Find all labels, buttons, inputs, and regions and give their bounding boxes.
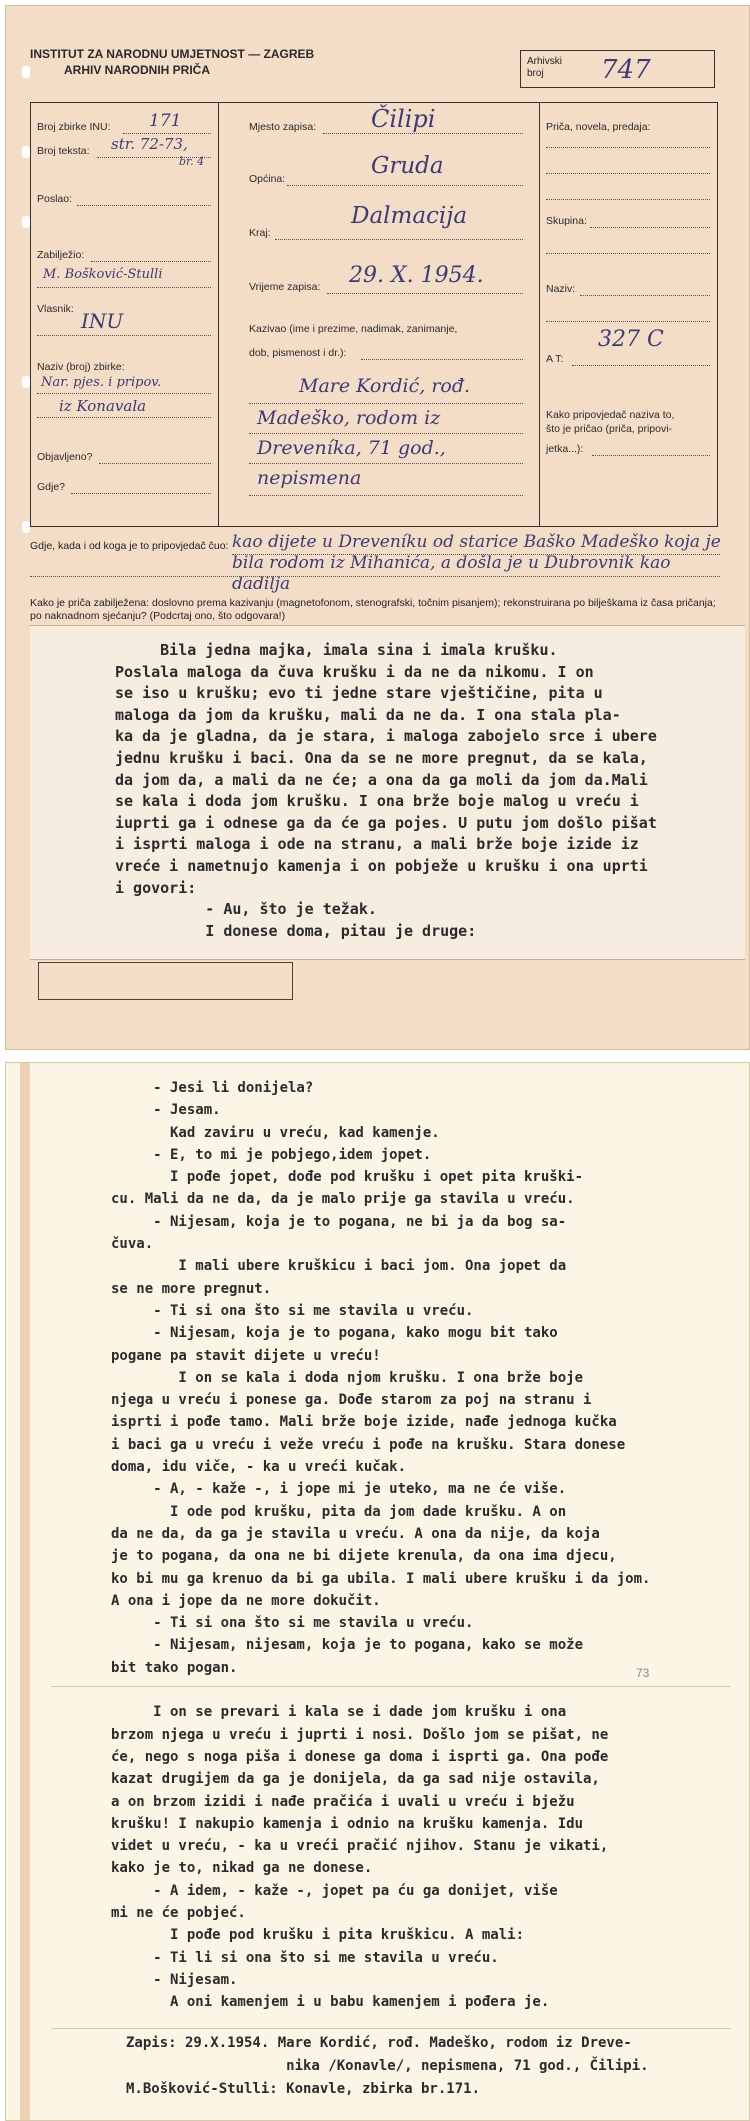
page-number: 73 [636, 1666, 650, 1680]
right-column [539, 103, 717, 526]
municipality-value: Gruda [371, 153, 444, 179]
owner-value: INU [81, 309, 124, 333]
text-number-label: Broj teksta: [37, 145, 90, 157]
archive-number-value: 747 [601, 55, 651, 85]
narrator-value-3: Dreveníka, 71 god., [257, 437, 446, 459]
archive-number-box [520, 50, 715, 88]
story-text-part-2: - Jesi li donijela? - Jesam. Kad zaviru u vreću, kad kamenje. - E, to mi je pobjego,idem jopet. I pođe jopet, dođe pod krušku i opet pita kruški- cu. Mali da ne da, da je malo prije ga stavila u vreću. - Nijesam, koja je to pogana, ne bi ja da bog sa- čuva. I mali ubere kruškicu i baci jom. Ona jopet da se ne more pregnut. - Ti si ona što si me stavila u vreću. - Nijesam, koja je to pogana, kako mogu bit tako pogane pa stavit dijete u vreću! I on se kala i doda njom krušku. I ona brže boje njega u vreću i ponese ga. Dođe starom za poj na stranu i isprti i pođe tamo. Mali brže boje izide, nađe jednoga kučka i baci ga u vreću i veže vreću i pođe na krušku. Stara donese doma, idu viče, - ka u vreći kučak. - A, - kaže -, i jope mi je uteko, ma ne će više. I ode pod krušku, pita da jom dade krušku. A on da ne da, da ga je stavila u vreću. A ona da nije, da koja je to pogana, da ona ne bi dijete krenula, da ona ima djecu, ko bi mu ga krenuo da bi ga ubila. I mali ubere krušku i da jom. A ona i jope da ne more dokučit. - Ti si ona što si me stavila u vreću. - Nijesam, nijesam, koja je to pogana, kako se može bit tako pogan. I on se prevari i kala se i dade jom krušku i ona brzom njega u vreću i juprti i nosi. Došlo jom se pišat, ne će, nego s noga piša i donese ga doma i isprti ga. Ona pođe kazat drugijem da ga je donijela, da ga sad nije ostavila, a on brzom izidi i nađe pračića i uvali u vreću i bježu krušku! I nakupio kamenja i odnio na krušku kamenja. Idu videt u vreću, - ka u vreći pračić njihov. Stanu je vikati, kako je to, nikad ga ne donese. - A idem, - kaže -, jopet pa ću ga donijet, više mi ne će pobjeć. I pođe pod krušku i pita kruškicu. A mali: - Ti li si ona što si me stavila u vreću. - Nijesam. A oni kamenjem i u babu kamenjem i pođera je. [111, 1080, 651, 2011]
collection-number-label: Broj zbirke INU: [37, 121, 111, 133]
archive-number-label: Arhivski broj [527, 56, 563, 79]
collection-name-label: Naziv (broj) zbirke: [37, 361, 125, 373]
dotted-line [287, 185, 523, 186]
narrator-term-label-2: što je pričao (priča, pripovi- [546, 423, 673, 435]
date-value: 29. X. 1954. [349, 263, 484, 288]
dotted-line [232, 554, 720, 555]
punch-hole [22, 146, 30, 158]
narrator-value-4: nepismena [257, 467, 362, 489]
dotted-line [592, 455, 710, 456]
text-number-value: str. 72-73, [111, 135, 188, 153]
story-text-part-1: Bila jedna majka, imala sina i imala krušku. Poslala maloga da čuva krušku i da ne da nikomu. I on se iso u krušku; evo ti jedne stare vještičine, pita u maloga da jom da krušku, mali da ne da. I ona stala pla- ka da je gladna, da je stara, i maloga zabojelo srce i ubere jednu krušku i baci. Ona da se ne more pregnut, da se kala, da jom da, a mali da ne će; a ona da ga moli da jom da.Mali se kala i doda jom krušku. I ona brže boje malog u vreću i iuprti ga i odnese ga da će ga pojes. U putu jom došlo pišat i isprti maloga i ode na stranu, a mali brže boje izide iz vreće i nametnujo kamenja i on pobježe u krušku i ona uprti i govori: - Au, što je težak. I donese doma, pitau je druge: [115, 641, 657, 940]
dotted-line [37, 393, 211, 394]
punch-hole [22, 376, 30, 388]
dotted-line [71, 493, 211, 494]
place-label: Mjesto zapisa: [249, 121, 317, 133]
dotted-line [275, 239, 523, 240]
dotted-line [580, 295, 710, 296]
paper-edge [20, 1063, 30, 2120]
paper-seam [51, 2028, 731, 2029]
typed-text-strip-1 [30, 625, 745, 960]
story-type-label: Priča, novela, predaja: [546, 121, 651, 133]
punch-hole [22, 521, 30, 533]
dotted-line [37, 417, 211, 418]
dotted-line [590, 227, 710, 228]
collection-number-value: 171 [149, 111, 182, 131]
dotted-line [249, 495, 523, 496]
text-number-value-2: br. 4 [179, 155, 205, 168]
dotted-line [91, 261, 211, 262]
dotted-line [77, 205, 211, 206]
narrator-value-2: Madeško, rodom iz [257, 407, 441, 429]
dotted-line [546, 253, 710, 254]
typed-sheet [5, 1062, 750, 2121]
recorded-by-label: Zabilježio: [37, 249, 85, 261]
group-label: Skupina: [546, 215, 587, 227]
card-form-frame [30, 102, 718, 527]
at-label: A T: [546, 353, 564, 365]
where-label: Gdje? [37, 481, 66, 493]
dotted-line [37, 287, 211, 288]
recording-note: Zapis: 29.X.1954. Mare Kordić, rođ. Madeško, rodom iz Dreve- nika /Konavle/, nepismena, 71 god., Čilipi. M.Bošković-Stulli: Konavle, zbirka br.171. [126, 2035, 649, 2097]
punch-hole [22, 216, 30, 228]
recorded-by-value: M. Bošković-Stulli [43, 267, 163, 282]
source-label: Gdje, kada i od koga je to pripovjedač čuo: [30, 540, 229, 552]
dotted-line [572, 365, 710, 366]
punch-hole [22, 66, 30, 78]
dotted-line [249, 463, 523, 464]
region-value: Dalmacija [351, 203, 468, 229]
dotted-line [249, 403, 523, 404]
empty-box [38, 962, 293, 1000]
published-label: Objavljeno? [37, 451, 93, 463]
date-label: Vrijeme zapisa: [249, 281, 321, 293]
dotted-line [249, 433, 523, 434]
name-label: Naziv: [546, 283, 576, 295]
dotted-line [546, 199, 710, 200]
narrator-label-1: Kazivao (ime i prezime, nadimak, zanimanje, [249, 323, 458, 335]
left-column [31, 103, 219, 526]
dotted-line [546, 147, 710, 148]
source-value: kao dijete u Dreveníku od starice Baško Madeško koja je bila rodom iz Mihanića, a došla je u Dubrovnik kao dadilja [232, 532, 721, 594]
dotted-line [327, 293, 523, 294]
owner-label: Vlasnik: [37, 303, 74, 315]
dotted-line [546, 173, 710, 174]
collection-name-value-1: Nar. pjes. i pripov. [41, 375, 162, 390]
narrator-label-2: dob, pismenost i dr.): [249, 347, 347, 359]
narrator-value-1: Mare Kordić, rođ. [299, 375, 471, 397]
institute-header [30, 46, 314, 78]
dotted-line [546, 321, 710, 322]
narrator-term-label-1: Kako pripovjedač naziva to, [546, 409, 675, 421]
collection-name-value-2: iz Konavala [59, 397, 147, 415]
narrator-term-label-3: jetka...): [546, 443, 584, 455]
region-label: Kraj: [249, 227, 271, 239]
dotted-line [323, 133, 523, 134]
sent-by-label: Poslao: [37, 193, 73, 205]
dotted-line [99, 463, 211, 464]
dotted-line [361, 359, 523, 360]
at-value: 327 C [598, 327, 664, 352]
recording-method-note: Kako je priča zabilježena: doslovno prema kazivanju (magnetofonom, stenografski, točnim pisanjem); rekonstruirana po bilješkama iz časa pričanja; po naknadnom sjećanju? (Podcrtaj ono, što odgovara!) [30, 597, 716, 622]
municipality-label: Općina: [249, 173, 286, 185]
dotted-line [37, 335, 211, 336]
archive-name: ARHIV NARODNIH PRIČA [64, 63, 211, 77]
place-value: Čilipi [371, 105, 436, 133]
institute-name: INSTITUT ZA NARODNU UMJETNOST — ZAGREB [30, 47, 315, 61]
dotted-line [30, 576, 720, 577]
dotted-line [123, 133, 211, 134]
